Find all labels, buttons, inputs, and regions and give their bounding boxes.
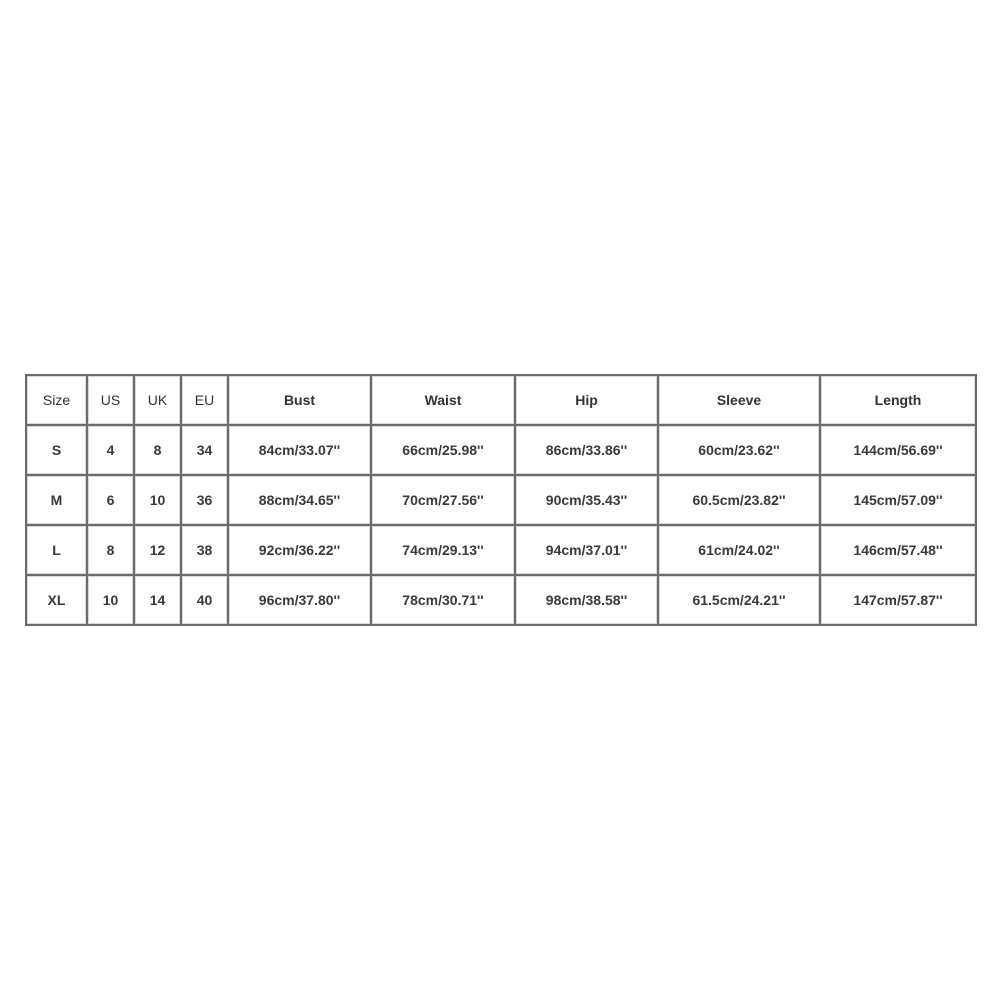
cell-bust: 92cm/36.22'' (228, 525, 371, 575)
table-row (26, 575, 976, 625)
cell-size: L (26, 525, 87, 575)
cell-sleeve: 60.5cm/23.82'' (658, 475, 820, 525)
header-bust: Bust (228, 375, 371, 425)
cell-us: 6 (87, 475, 134, 525)
header-hip: Hip (515, 375, 658, 425)
size-chart-table (25, 374, 977, 626)
cell-hip: 94cm/37.01'' (515, 525, 658, 575)
cell-length: 147cm/57.87'' (820, 575, 976, 625)
cell-sleeve: 61.5cm/24.21'' (658, 575, 820, 625)
cell-bust: 88cm/34.65'' (228, 475, 371, 525)
table-row (26, 425, 976, 475)
cell-length: 145cm/57.09'' (820, 475, 976, 525)
table-row (26, 475, 976, 525)
header-eu: EU (181, 375, 228, 425)
cell-uk: 8 (134, 425, 181, 475)
cell-uk: 10 (134, 475, 181, 525)
header-size: Size (26, 375, 87, 425)
cell-waist: 78cm/30.71'' (371, 575, 515, 625)
table-body (26, 425, 976, 625)
cell-length: 144cm/56.69'' (820, 425, 976, 475)
cell-us: 8 (87, 525, 134, 575)
cell-size: XL (26, 575, 87, 625)
cell-hip: 98cm/38.58'' (515, 575, 658, 625)
header-row (26, 375, 976, 425)
cell-hip: 90cm/35.43'' (515, 475, 658, 525)
cell-uk: 14 (134, 575, 181, 625)
cell-waist: 70cm/27.56'' (371, 475, 515, 525)
table-header (26, 375, 976, 425)
cell-us: 10 (87, 575, 134, 625)
cell-size: S (26, 425, 87, 475)
cell-waist: 74cm/29.13'' (371, 525, 515, 575)
cell-hip: 86cm/33.86'' (515, 425, 658, 475)
header-sleeve: Sleeve (658, 375, 820, 425)
cell-eu: 38 (181, 525, 228, 575)
header-uk: UK (134, 375, 181, 425)
cell-eu: 34 (181, 425, 228, 475)
header-waist: Waist (371, 375, 515, 425)
cell-eu: 36 (181, 475, 228, 525)
cell-waist: 66cm/25.98'' (371, 425, 515, 475)
cell-size: M (26, 475, 87, 525)
cell-sleeve: 60cm/23.62'' (658, 425, 820, 475)
cell-uk: 12 (134, 525, 181, 575)
cell-eu: 40 (181, 575, 228, 625)
cell-bust: 84cm/33.07'' (228, 425, 371, 475)
header-length: Length (820, 375, 976, 425)
table-row (26, 525, 976, 575)
cell-sleeve: 61cm/24.02'' (658, 525, 820, 575)
cell-length: 146cm/57.48'' (820, 525, 976, 575)
header-us: US (87, 375, 134, 425)
cell-bust: 96cm/37.80'' (228, 575, 371, 625)
cell-us: 4 (87, 425, 134, 475)
